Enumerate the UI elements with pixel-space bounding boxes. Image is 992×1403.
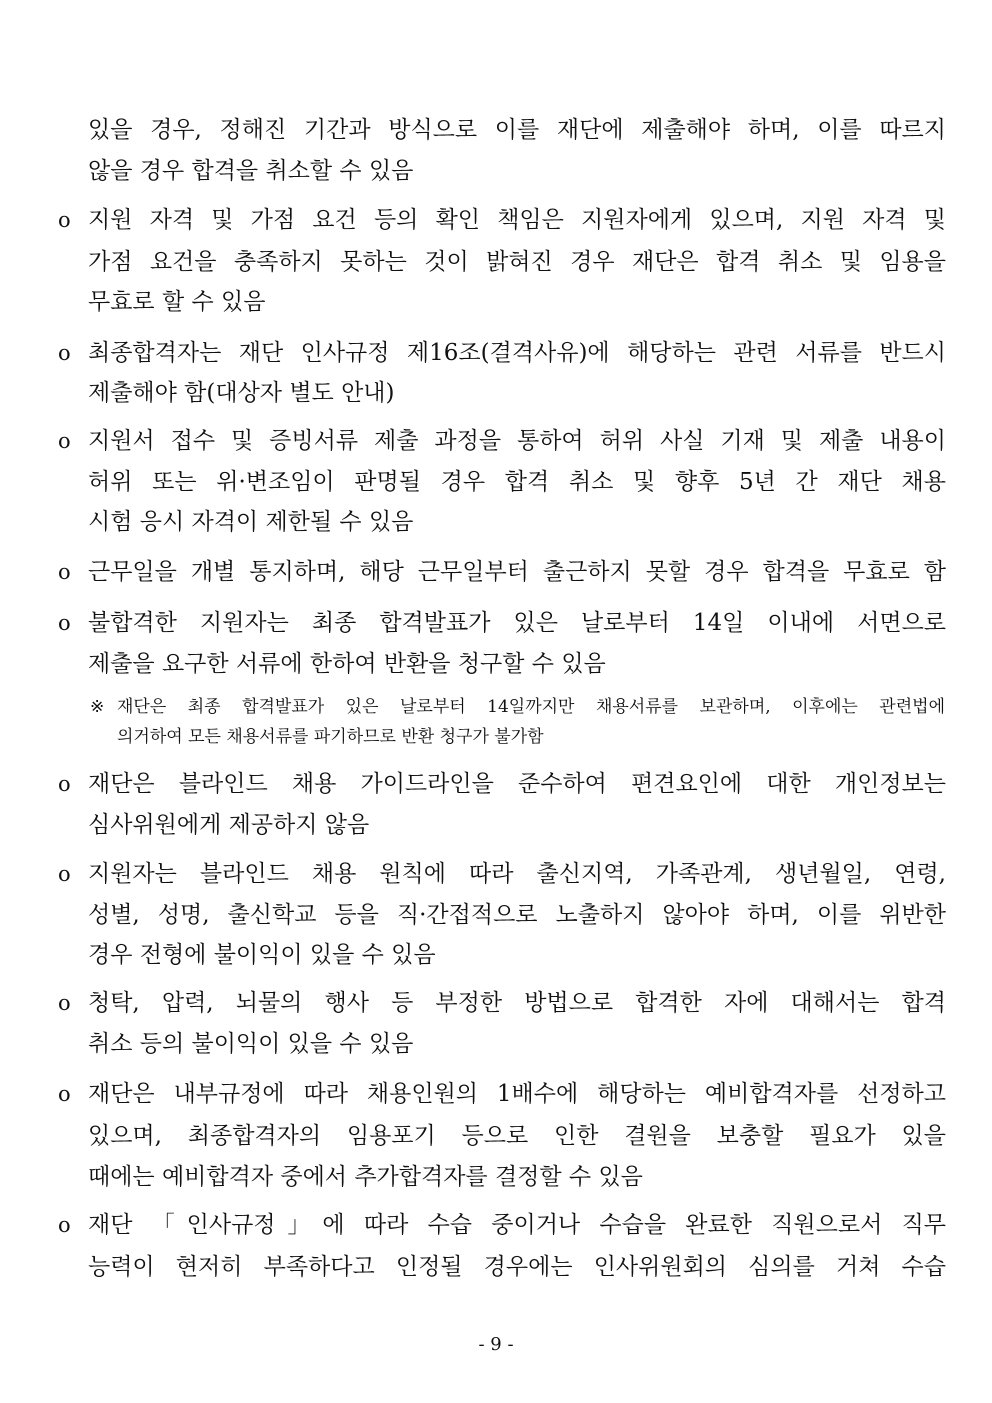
paragraph-text: 경우 전형에 불이익이 있을 수 있음	[88, 942, 436, 968]
paragraph-text: 지원자는 블라인드 채용 원칙에 따라 출신지역, 가족관계, 생년월일, 연령,	[88, 861, 946, 887]
paragraph-text: 무효로 할 수 있음	[88, 289, 266, 315]
note-text: 의거하여 모든 채용서류를 파기하므로 반환 청구가 불가함	[117, 727, 544, 747]
paragraph-text: 심사위원에게 제공하지 않음	[88, 812, 370, 838]
paragraph-text: 불합격한 지원자는 최종 합격발표가 있은 날로부터 14일 이내에 서면으로	[88, 610, 946, 636]
paragraph-text: 지원 자격 및 가점 요건 등의 확인 책임은 지원자에게 있으며, 지원 자격 및	[88, 207, 946, 233]
bullet-icon: o	[58, 862, 71, 886]
bullet-icon: o	[58, 429, 71, 453]
page-number: - 9 -	[478, 1334, 514, 1355]
note-text: 재단은 최종 합격발표가 있은 날로부터 14일까지만 채용서류를 보관하며, 이후에는 관련법에	[117, 697, 945, 717]
paragraph-text: 제출을 요구한 서류에 한하여 반환을 청구할 수 있음	[88, 651, 606, 677]
paragraph-text: 제출해야 함(대상자 별도 안내)	[88, 380, 395, 406]
paragraph-text: 성별, 성명, 출신학교 등을 직·간접적으로 노출하지 않아야 하며, 이를 위반한	[88, 902, 946, 928]
bullet-icon: o	[58, 991, 71, 1015]
bullet-icon: o	[58, 1213, 71, 1237]
bullet-icon: o	[58, 611, 71, 635]
paragraph-text: 않을 경우 합격을 취소할 수 있음	[88, 158, 414, 184]
paragraph-text: 시험 응시 자격이 제한될 수 있음	[88, 509, 414, 535]
bullet-icon: o	[58, 341, 71, 365]
bullet-icon: o	[58, 560, 71, 584]
paragraph-text: 지원서 접수 및 증빙서류 제출 과정을 통하여 허위 사실 기재 및 제출 내용이	[88, 428, 946, 454]
paragraph-text: 재단 「인사규정」에 따라 수습 중이거나 수습을 완료한 직원으로서 직무	[88, 1212, 946, 1238]
bullet-icon: o	[58, 208, 71, 232]
paragraph-text: 있을 경우, 정해진 기간과 방식으로 이를 재단에 제출해야 하며, 이를 따르지	[88, 117, 946, 143]
paragraph-text: 근무일을 개별 통지하며, 해당 근무일부터 출근하지 못할 경우 합격을 무효로 함	[88, 559, 946, 585]
paragraph-text: 때에는 예비합격자 중에서 추가합격자를 결정할 수 있음	[88, 1164, 643, 1190]
reference-mark-icon: ※	[90, 697, 105, 717]
paragraph-text: 취소 등의 불이익이 있을 수 있음	[88, 1031, 414, 1057]
paragraph-text: 능력이 현저히 부족하다고 인정될 경우에는 인사위원회의 심의를 거쳐 수습	[88, 1254, 946, 1280]
paragraph-text: 있으며, 최종합격자의 임용포기 등으로 인한 결원을 보충할 필요가 있을	[88, 1123, 946, 1149]
paragraph-text: 재단은 블라인드 채용 가이드라인을 준수하여 편견요인에 대한 개인정보는	[88, 771, 946, 797]
paragraph-text: 가점 요건을 충족하지 못하는 것이 밝혀진 경우 재단은 합격 취소 및 임용을	[88, 249, 946, 275]
paragraph-text: 최종합격자는 재단 인사규정 제16조(결격사유)에 해당하는 관련 서류를 반드시	[88, 340, 946, 366]
bullet-icon: o	[58, 772, 71, 796]
paragraph-text: 재단은 내부규정에 따라 채용인원의 1배수에 해당하는 예비합격자를 선정하고	[88, 1081, 946, 1107]
paragraph-text: 청탁, 압력, 뇌물의 행사 등 부정한 방법으로 합격한 자에 대해서는 합격	[88, 990, 946, 1016]
bullet-icon: o	[58, 1082, 71, 1106]
paragraph-text: 허위 또는 위·변조임이 판명될 경우 합격 취소 및 향후 5년 간 재단 채용	[88, 469, 946, 495]
